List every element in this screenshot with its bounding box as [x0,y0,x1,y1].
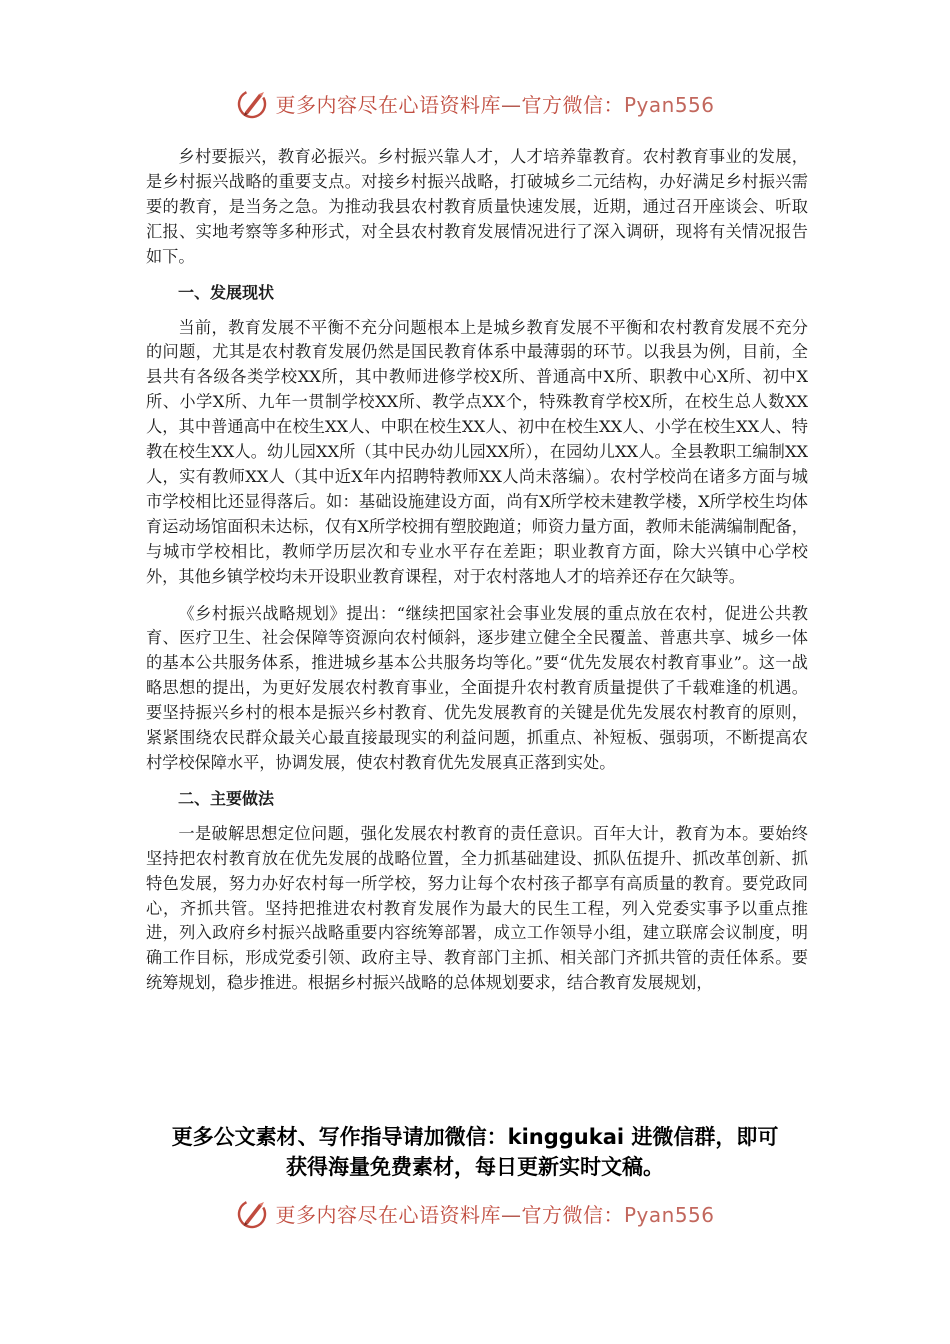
footer-banner [0,1193,950,1233]
intro-paragraph: 乡村要振兴，教育必振兴。乡村振兴靠人才，人才培养靠教育。农村教育事业的发展，是乡村振兴战略的重要支点。对接乡村振兴战略，打破城乡二元结构，办好满足乡村振兴需要的教育，是当务之急。为推动我县农村教育质量快速发展，近期，通过召开座谈会、听取汇报、实地考察等多种形式，对全县农村教育发展情况进行了深入调研，现将有关情况报告如下。 [146,147,808,266]
banner-wechat-label: 官方微信： [521,1202,624,1227]
banner-text [275,1199,714,1228]
promo-text [0,1122,950,1182]
banner-main-text: 更多内容尽在心语资料库 [275,1202,501,1227]
banner-main-text: 更多内容尽在心语资料库 [275,92,501,117]
pen-logo-icon [235,85,271,121]
banner-wechat-id: Pyan556 [623,92,715,117]
paragraph-gap [146,590,808,602]
banner-dash: — [500,92,522,117]
banner-wechat-id: Pyan556 [623,1202,715,1227]
section-2-paragraph-1: 一是破解思想定位问题，强化发展农村教育的责任意识。百年大计，教育为本。要始终坚持把农村教育放在优先发展的战略位置，全力抓基础建设、抓队伍提升、抓改革创新、抓特色发展，努力办好农村每一所学校，努力让每个农村孩子都享有高质量的教育。要党政同心，齐抓共管。坚持把推进农村教育发展作为最大的民生工程，列入党委实事予以重点推进，列入政府乡村振兴战略重要内容统筹部署，成立工作领导小组，建立联席会议制度，明确工作目标，形成党委引领、政府主导、教育部门主抓、相关部门齐抓共管的责任体系。要统筹规划，稳步推进。根据乡村振兴战略的总体规划要求，结合教育发展规划， [146,823,808,993]
banner-dash: — [500,1202,522,1227]
document-body [146,145,808,996]
pen-logo-icon [235,1195,271,1231]
promo-line-1: 更多公文素材、写作指导请加微信：kinggukai 进微信群，即可 [171,1125,779,1149]
section-2-heading: 二、主要做法 [178,788,275,808]
promo-line-2: 获得海量免费素材，每日更新实时文稿。 [286,1155,664,1179]
banner-wechat-label: 官方微信： [521,92,624,117]
section-1-paragraph-1: 当前，教育发展不平衡不充分问题根本上是城乡教育发展不平衡和农村教育发展不充分的问题，尤其是农村教育发展仍然是国民教育体系中最薄弱的环节。以我县为例，目前，全县共有各级各类学校XX所，其中教师进修学校X所、普通高中X所、职教中心X所、初中X所、小学X所、九年一贯制学校XX所、教学点XX个，特殊教育学校X所，在校生总人数XX人，其中普通高中在校生XX人、中职在校生XX人、初中在校生XX人、小学在校生XX人、特教在校生XX人。幼儿园XX所（其中民办幼儿园XX所），在园幼儿XX人。全县教职工编制XX人，实有教师XX人（其中近X年内招聘特教师XX人尚未落编）。农村学校尚在诸多方面与城市学校相比还显得落后。如：基础设施建设方面，尚有X所学校未建教学楼，X所学校生均体育运动场馆面积未达标，仅有X所学校拥有塑胶跑道；师资力量方面，教师未能满编制配备，与城市学校相比，教师学历层次和专业水平存在差距；职业教育方面，除大兴镇中心学校外，其他乡镇学校均未开设职业教育课程，对于农村落地人才的培养还存在欠缺等。 [146,317,808,586]
section-1-paragraph-2: 《乡村振兴战略规划》提出：“继续把国家社会事业发展的重点放在农村，促进公共教育、医疗卫生、社会保障等资源向农村倾斜，逐步建立健全全民覆盖、普惠共享、城乡一体的基本公共服务体系，推进城乡基本公共服务均等化。”要“优先发展农村教育事业”。这一战略思想的提出，为更好发展农村教育事业，全面提升农村教育质量提供了千载难逢的机遇。要坚持振兴乡村的根本是振兴乡村教育、优先发展教育的关键是优先发展农村教育的原则，紧紧围绕农民群众最关心最直接最现实的利益问题，抓重点、补短板、强弱项，不断提高农村学校保障水平，协调发展，使农村教育优先发展真正落到实处。 [146,603,808,772]
header-banner [0,83,950,123]
section-1-heading: 一、发展现状 [178,282,275,302]
banner-text [275,89,714,118]
